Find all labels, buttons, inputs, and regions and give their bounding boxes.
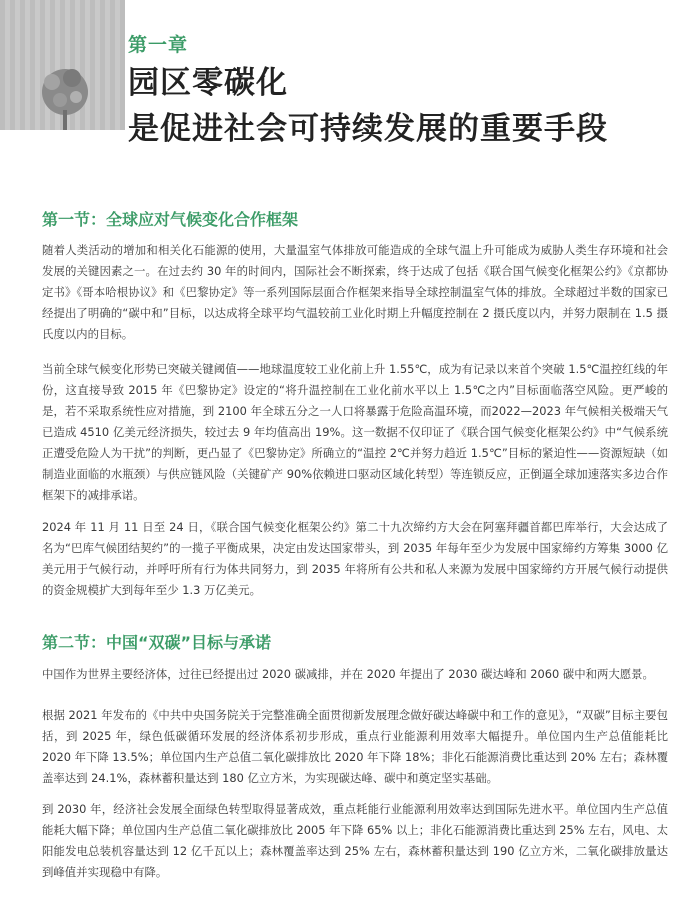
section-2-paragraph-2: 根据 2021 年发布的《中共中央国务院关于完整准确全面贯彻新发展理念做好碳达峰碳中和工作的意见》，“双碳”目标主要包括，到 2025 年，绿色低碳循环发展的经济体系初步形成，重点行业能源利用效率大幅提升。单位国内生产总值能耗比 2020 年下降 13.5%；单位国内生产总值二氧化碳排放比 2020 年下降 18%；非化石能源消费比重达到 20% 左右；森林覆盖率达到 24.1%，森林蓄积量达到 180 亿立方米，为实现碳达峰、碳中和奠定坚实基础。 bbox=[42, 708, 668, 785]
chapter-title bbox=[128, 60, 608, 152]
section-2-title: 第二节：中国“双碳”目标与承诺 bbox=[42, 633, 272, 652]
decorative-tree-pattern bbox=[0, 0, 125, 130]
section-2-paragraph-3: 到 2030 年，经济社会发展全面绿色转型取得显著成效，重点耗能行业能源利用效率达到国际先进水平。单位国内生产总值能耗大幅下降；单位国内生产总值二氧化碳排放比 2005 年下降 65% 以上；非化石能源消费比重达到 25% 左右，风电、太阳能发电总装机容量达到 12 亿千瓦以上；森林覆盖率达到 25% 左右，森林蓄积量达到 190 亿立方米，二氧化碳排放量达到峰值并实现稳中有降。 bbox=[42, 802, 668, 879]
chapter-number: 第一章 bbox=[128, 34, 189, 56]
section-1-paragraph-3: 2024 年 11 月 11 日至 24 日，《联合国气候变化框架公约》第二十九次缔约方大会在阿塞拜疆首都巴库举行，大会达成了名为“巴库气候团结契约”的一揽子平衡成果，决定由发达国家带头，到 2035 年每年至少为发展中国家缔约方筹集 3000 亿美元用于气候行动，并呼吁所有行为体共同努力，到 2035 年将所有公共和私人来源为发展中国家缔约方开展气候行动提供的资金规模扩大到每年至少 1.3 万亿美元。 bbox=[42, 520, 668, 597]
chapter-title-line-2: 是促进社会可持续发展的重要手段 bbox=[128, 111, 608, 147]
section-2-paragraph-1: 中国作为世界主要经济体，过往已经提出过 2020 碳减排，并在 2020 年提出了 2030 碳达峰和 2060 碳中和两大愿景。 bbox=[42, 667, 654, 681]
section-1-title: 第一节：全球应对气候变化合作框架 bbox=[42, 210, 299, 229]
section-1-paragraph-2: 当前全球气候变化形势已突破关键阈值——地球温度较工业化前上升 1.55℃，成为有记录以来首个突破 1.5℃温控红线的年份，这直接导致 2015 年《巴黎协定》设定的“将升温控制在工业化前水平以上 1.5℃之内”目标面临落空风险。更严峻的是，若不采取系统性应对措施，到 2100 年全球五分之一人口将暴露于危险高温环境，而2022—2023 年气候相关极端天气已造成 4510 亿美元经济损失，较过去 9 年均值高出 19%。这一数据不仅印证了《联合国气候变化框架公约》中“气候系统正遭受危险人为干扰”的判断，更凸显了《巴黎协定》所确立的“温控 2℃并努力趋近 1.5℃”目标的紧迫性——资源短缺（如制造业面临的水瓶颈）与供应链风险（关键矿产 90%依赖进口驱动区域化转型）等连锁反应，正倒逼全球加速落实多边合作框架下的减排承诺。 bbox=[42, 362, 668, 502]
section-1-paragraph-1: 随着人类活动的增加和相关化石能源的使用，大量温室气体排放可能造成的全球气温上升可能成为威胁人类生存环境和社会发展的关键因素之一。在过去约 30 年的时间内，国际社会不断探索，终于达成了包括《联合国气候变化框架公约》《京都协定书》《哥本哈根协议》和《巴黎协定》等一系列国际层面合作框架来指导全球控制温室气体的排放。全球超过半数的国家已经提出了明确的“碳中和”目标，以达成将全球平均气温较前工业化时期上升幅度控制在 2 摄氏度以内，并努力限制在 1.5 摄氏度以内的目标。 bbox=[42, 243, 668, 341]
chapter-title-line-1: 园区零碳化 bbox=[128, 65, 288, 101]
